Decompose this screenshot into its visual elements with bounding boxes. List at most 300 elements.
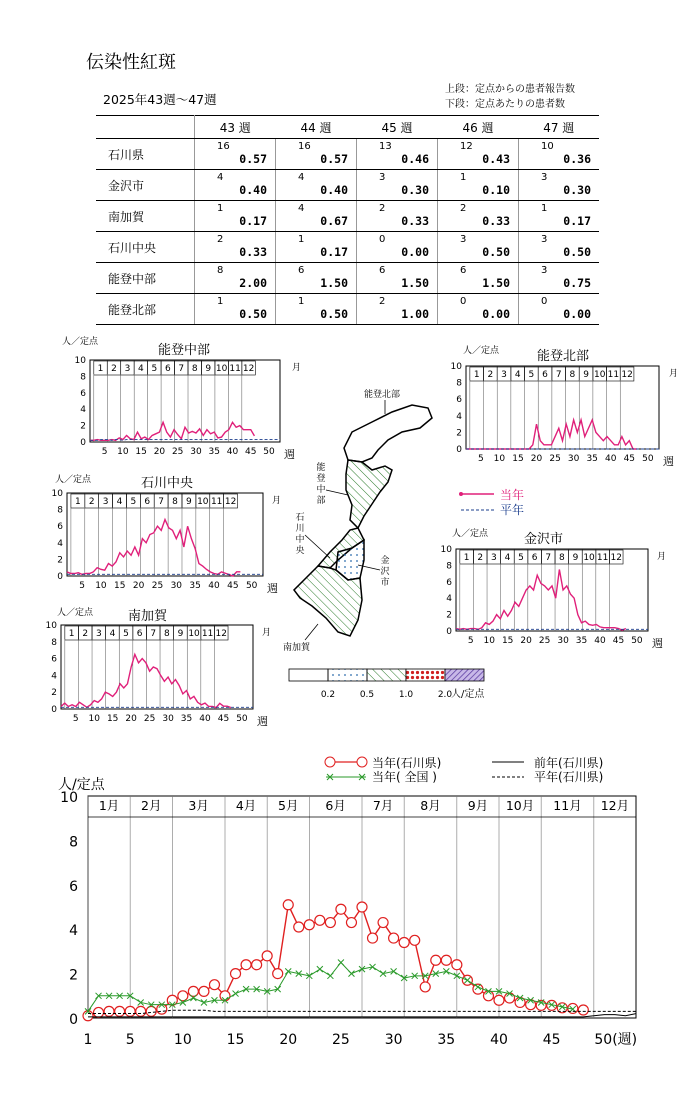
patient-count: 1 xyxy=(298,296,305,307)
legend-normal-label: 平年 xyxy=(500,503,525,517)
per-sentinel-rate: 0.00 xyxy=(482,307,510,321)
month-label: 1 xyxy=(74,497,81,507)
month-label: 2 xyxy=(487,370,494,380)
patient-count: 0 xyxy=(460,296,467,307)
y-tick-label: 6 xyxy=(51,654,57,665)
week-unit-label: 週 xyxy=(284,448,295,461)
month-label: 6 xyxy=(531,553,538,563)
region-name: 能登中部 xyxy=(96,263,195,294)
x-tick-label: 30 xyxy=(190,447,202,457)
month-label: 7 xyxy=(555,370,562,380)
legend-current-label: 当年 xyxy=(500,488,525,502)
week-unit-label: 週 xyxy=(257,715,268,728)
x-tick-label: 45 xyxy=(623,454,636,464)
month-label: 4 xyxy=(514,370,521,380)
data-point-circle xyxy=(399,938,409,948)
month-label: 10 xyxy=(583,553,595,563)
x-tick-label: 10 xyxy=(117,447,129,457)
y-tick-label: 10 xyxy=(51,489,63,499)
map-label-noto-hokubu: 能登北部 xyxy=(364,390,401,400)
x-tick-label: 40 xyxy=(199,714,211,724)
y-axis-label: 人／定点 xyxy=(57,608,94,618)
patient-count: 3 xyxy=(379,172,386,183)
y-axis-label: 人／定点 xyxy=(463,346,500,356)
y-tick-label: 4 xyxy=(446,594,452,605)
map-label-minami-kaga: 南加賀 xyxy=(283,643,311,653)
x-tick-label: 15 xyxy=(501,636,514,646)
data-point-circle xyxy=(389,933,399,943)
x-tick-label: 5 xyxy=(72,714,79,724)
data-point-circle xyxy=(199,986,209,996)
region-chart xyxy=(52,473,281,595)
patient-count: 2 xyxy=(379,203,386,214)
y-tick-label: 0 xyxy=(51,705,57,715)
patient-count: 4 xyxy=(298,203,305,214)
region-name: 石川県 xyxy=(96,139,195,170)
y-tick-label: 8 xyxy=(446,561,452,572)
map-label-noto-chubu: 能 xyxy=(316,463,326,473)
y-tick-label: 6 xyxy=(456,395,462,406)
map-label-kanazawa: 市 xyxy=(380,578,390,588)
region-chart xyxy=(441,527,666,650)
patient-count: 2 xyxy=(460,203,467,214)
region-name: 南加賀 xyxy=(96,201,195,232)
y-tick-label: 4 xyxy=(80,405,86,416)
month-label: 1 xyxy=(463,553,470,563)
month-label: 10 xyxy=(188,629,200,639)
month-label: 12 xyxy=(215,629,227,639)
y-tick-label: 2 xyxy=(57,555,63,566)
map-label-ishikawa-chuo: 中 xyxy=(295,535,305,545)
patient-count: 2 xyxy=(217,234,224,245)
per-sentinel-rate: 0.36 xyxy=(563,152,591,166)
x-tick-label: 10 xyxy=(173,1032,192,1048)
x-tick-label: 45 xyxy=(612,636,625,646)
per-sentinel-rate: 0.67 xyxy=(320,214,348,228)
month-label: 8 xyxy=(191,364,198,374)
per-sentinel-rate: 0.30 xyxy=(401,183,429,197)
month-unit-label: 月 xyxy=(292,363,302,373)
month-label: 10 xyxy=(215,364,228,374)
map-label-noto-chubu: 中 xyxy=(316,485,326,495)
patient-count: 13 xyxy=(379,141,392,152)
month-label: 1 xyxy=(68,629,75,639)
month-label: 4 xyxy=(116,497,123,507)
y-tick-label: 2 xyxy=(51,688,57,699)
x-tick-label: 25 xyxy=(332,1032,350,1048)
month-label: 6 xyxy=(144,497,151,507)
x-tick-label: 5 xyxy=(101,447,108,457)
data-point-circle xyxy=(252,960,262,970)
month-label: 7月 xyxy=(372,798,394,813)
data-point-circle xyxy=(420,982,430,992)
y-tick-label: 8 xyxy=(57,505,63,516)
month-label: 2 xyxy=(111,364,117,374)
map-label-kanazawa: 金 xyxy=(380,556,390,566)
annual-legend xyxy=(325,755,603,784)
month-label: 6月 xyxy=(325,798,346,813)
data-point-circle xyxy=(125,1006,135,1016)
x-tick-label: 30 xyxy=(557,636,569,646)
chart-title: 能登北部 xyxy=(537,349,590,364)
month-label: 4 xyxy=(138,364,144,374)
scale-box xyxy=(406,669,445,681)
x-tick-label: 10 xyxy=(493,454,506,464)
month-label: 4月 xyxy=(235,798,257,813)
leader-line xyxy=(305,624,318,640)
month-label: 7 xyxy=(178,364,185,374)
page-title: 伝染性紅斑 xyxy=(86,52,176,73)
patient-count: 16 xyxy=(217,141,230,152)
month-label: 5 xyxy=(130,497,137,507)
data-point-circle xyxy=(294,922,304,932)
month-label: 9 xyxy=(572,553,579,563)
x-tick-label: 50 xyxy=(642,454,654,464)
x-tick-label: 50 xyxy=(245,581,258,591)
data-point-circle xyxy=(325,918,335,928)
scale-box xyxy=(367,669,406,681)
data-point-circle xyxy=(262,951,272,961)
x-tick-label: 30 xyxy=(170,581,183,591)
x-tick-label: 15 xyxy=(512,454,524,464)
data-point-circle xyxy=(146,1006,156,1016)
x-tick-label: 20 xyxy=(125,714,137,724)
per-sentinel-rate: 0.40 xyxy=(239,183,267,197)
chart-title: 能登中部 xyxy=(158,343,211,358)
month-label: 11月 xyxy=(553,798,582,813)
month-label: 3 xyxy=(490,553,497,563)
legend-label: 当年(石川県) xyxy=(372,756,442,770)
patient-count: 12 xyxy=(460,141,473,152)
per-sentinel-rate: 0.50 xyxy=(482,245,510,259)
per-sentinel-rate: 0.33 xyxy=(239,245,267,259)
data-point-circle xyxy=(157,1004,167,1014)
y-tick-label: 8 xyxy=(69,834,78,851)
per-sentinel-rate: 0.33 xyxy=(401,214,429,228)
note-lower: 下段：定点あたりの患者数 xyxy=(445,99,565,110)
month-unit-label: 月 xyxy=(272,496,282,506)
report-period: 2025年43週～47週 xyxy=(103,92,217,107)
month-label: 9 xyxy=(177,629,184,639)
month-label: 10月 xyxy=(505,798,535,813)
x-tick-label: 25 xyxy=(538,636,551,646)
y-tick-label: 8 xyxy=(456,378,462,389)
x-tick-label: 5 xyxy=(467,636,474,646)
data-point-circle xyxy=(241,960,251,970)
scale-tick-label: 0.2 xyxy=(320,690,336,700)
y-axis-label: 人/定点 xyxy=(58,777,105,793)
month-label: 9月 xyxy=(467,798,489,813)
patient-count: 1 xyxy=(217,203,224,214)
x-tick-label: 20 xyxy=(153,447,166,457)
x-tick-label: 30 xyxy=(384,1032,403,1048)
month-label: 7 xyxy=(158,497,165,507)
per-sentinel-rate: 0.00 xyxy=(401,245,429,259)
month-label: 11 xyxy=(607,370,620,380)
x-tick-label: 40 xyxy=(490,1032,508,1048)
month-label: 12 xyxy=(610,553,622,563)
month-label: 2 xyxy=(88,497,95,507)
week-header: 44 週 xyxy=(276,116,357,139)
x-tick-label: 45 xyxy=(217,714,230,724)
y-tick-label: 2 xyxy=(456,428,462,439)
month-label: 9 xyxy=(205,364,212,374)
data-point-circle xyxy=(209,980,219,990)
month-label: 8 xyxy=(172,497,178,507)
per-sentinel-rate: 0.17 xyxy=(239,214,267,228)
month-label: 1 xyxy=(97,364,104,374)
data-point-circle xyxy=(188,986,198,996)
data-point-circle xyxy=(336,904,346,914)
x-tick-label: 35 xyxy=(575,636,588,646)
x-tick-label: 15 xyxy=(114,581,126,591)
x-tick-label: 25 xyxy=(549,454,561,464)
annual-chart xyxy=(58,776,637,1048)
per-sentinel-rate: 0.40 xyxy=(320,183,348,197)
data-point-circle xyxy=(431,955,441,965)
data-point-circle xyxy=(315,915,325,925)
month-label: 6 xyxy=(164,364,171,374)
per-sentinel-rate: 0.57 xyxy=(239,152,267,166)
month-label: 7 xyxy=(545,553,552,563)
leader-line xyxy=(326,490,348,495)
week-unit-label: 週 xyxy=(652,637,663,650)
patient-count: 1 xyxy=(217,296,224,307)
patient-count: 2 xyxy=(379,296,386,307)
data-point-circle xyxy=(494,995,504,1005)
month-label: 3月 xyxy=(188,798,209,813)
map-label-ishikawa-chuo: 石 xyxy=(295,513,305,523)
legend-label: 当年( 全国 ) xyxy=(372,770,437,784)
per-sentinel-rate: 0.00 xyxy=(563,307,591,321)
patient-count: 10 xyxy=(541,141,554,152)
patient-count: 3 xyxy=(541,234,548,245)
region-chart xyxy=(451,344,678,468)
per-sentinel-rate: 0.50 xyxy=(563,245,591,259)
legend-marker xyxy=(357,757,367,767)
per-sentinel-rate: 0.50 xyxy=(239,307,267,321)
month-label: 12 xyxy=(621,370,633,380)
data-point-circle xyxy=(452,960,462,970)
per-sentinel-rate: 0.30 xyxy=(563,183,591,197)
month-label: 5 xyxy=(528,370,535,380)
data-point-circle xyxy=(346,918,356,928)
month-label: 6 xyxy=(542,370,548,380)
per-sentinel-rate: 0.75 xyxy=(563,276,591,290)
per-sentinel-rate: 0.43 xyxy=(482,152,510,166)
data-point-circle xyxy=(178,991,188,1001)
data-point-circle xyxy=(283,900,293,910)
x-tick-label: 35 xyxy=(586,454,598,464)
month-label: 4 xyxy=(504,553,511,563)
patient-count: 4 xyxy=(298,172,305,183)
x-tick-label: 50(週) xyxy=(594,1032,638,1048)
patient-count: 16 xyxy=(298,141,311,152)
x-tick-label: 45 xyxy=(227,581,239,591)
y-tick-label: 8 xyxy=(51,637,57,648)
region-chart xyxy=(62,335,301,461)
x-tick-label: 20 xyxy=(132,581,145,591)
x-tick-label: 20 xyxy=(530,454,543,464)
patient-count: 6 xyxy=(379,265,386,276)
scale-box xyxy=(289,669,328,681)
month-label: 11 xyxy=(229,364,241,374)
data-point-circle xyxy=(104,1006,114,1016)
legend-label: 平年(石川県) xyxy=(534,770,604,784)
data-point-circle xyxy=(483,991,493,1001)
month-label: 8月 xyxy=(420,798,441,813)
region-chart xyxy=(46,606,271,728)
per-sentinel-rate: 1.50 xyxy=(482,276,510,290)
patient-count: 8 xyxy=(217,265,224,276)
patient-count: 6 xyxy=(460,265,467,276)
month-label: 7 xyxy=(150,629,157,639)
y-tick-label: 4 xyxy=(51,671,57,682)
month-label: 3 xyxy=(102,497,109,507)
data-point-circle xyxy=(578,1005,588,1015)
x-tick-label: 40 xyxy=(605,454,617,464)
patient-count: 0 xyxy=(379,234,386,245)
month-label: 8 xyxy=(569,370,576,380)
y-tick-label: 4 xyxy=(456,411,462,422)
month-label: 8 xyxy=(163,629,170,639)
data-point-circle xyxy=(94,1007,104,1017)
data-point-circle xyxy=(115,1006,125,1016)
region-name: 石川中央 xyxy=(96,232,195,263)
map-label-noto-chubu: 登 xyxy=(316,474,326,484)
y-tick-label: 8 xyxy=(80,372,86,383)
x-tick-label: 5 xyxy=(477,454,484,464)
data-point-circle xyxy=(304,920,314,930)
x-tick-label: 25 xyxy=(171,447,184,457)
patient-count: 1 xyxy=(460,172,467,183)
month-label: 3 xyxy=(501,370,507,380)
scale-unit-label: 人/定点 xyxy=(451,689,485,700)
data-point-circle xyxy=(441,955,451,965)
patient-count: 4 xyxy=(217,172,224,183)
month-label: 1月 xyxy=(98,798,120,813)
month-label: 6 xyxy=(136,629,143,639)
x-tick-label: 20 xyxy=(520,636,532,646)
x-tick-label: 10 xyxy=(95,581,107,591)
data-point-circle xyxy=(410,935,420,945)
region-name: 金沢市 xyxy=(96,170,195,201)
week-header: 46 週 xyxy=(438,116,519,139)
y-axis-label: 人／定点 xyxy=(55,475,92,485)
x-tick-label: 10 xyxy=(88,714,100,724)
y-tick-label: 0 xyxy=(446,627,452,637)
month-label: 5月 xyxy=(278,798,299,813)
y-tick-label: 0 xyxy=(456,445,462,455)
month-label: 12月 xyxy=(600,798,630,813)
scale-box xyxy=(445,669,484,681)
patient-count: 1 xyxy=(541,203,548,214)
x-tick-label: 50 xyxy=(631,636,643,646)
x-tick-label: 30 xyxy=(162,714,174,724)
x-tick-label: 45 xyxy=(542,1032,561,1048)
month-unit-label: 月 xyxy=(669,369,679,379)
patient-count: 3 xyxy=(541,172,548,183)
patient-count: 6 xyxy=(298,265,305,276)
scale-tick-label: 2.0 xyxy=(437,690,453,700)
month-label: 4 xyxy=(109,629,116,639)
x-tick-label: 50 xyxy=(263,447,275,457)
month-label: 10 xyxy=(594,370,606,380)
per-sentinel-rate: 0.33 xyxy=(482,214,510,228)
y-tick-label: 10 xyxy=(450,362,462,372)
month-label: 3 xyxy=(124,364,131,374)
legend-marker xyxy=(325,757,335,767)
note-upper: 上段：定点からの患者報告数 xyxy=(445,84,575,95)
month-label: 11 xyxy=(210,497,223,507)
per-sentinel-rate: 0.17 xyxy=(563,214,591,228)
per-sentinel-rate: 2.00 xyxy=(239,276,267,290)
month-unit-label: 月 xyxy=(262,628,272,638)
data-point-circle xyxy=(83,1011,93,1021)
chart-title: 南加賀 xyxy=(128,609,168,624)
scale-tick-label: 0.5 xyxy=(359,690,375,700)
x-tick-label: 25 xyxy=(151,581,164,591)
legend-label: 前年(石川県) xyxy=(534,756,604,770)
x-tick-label: 15 xyxy=(226,1032,245,1048)
y-tick-label: 2 xyxy=(446,610,452,621)
data-point-circle xyxy=(357,902,367,912)
patient-count: 0 xyxy=(541,296,548,307)
month-label: 8 xyxy=(558,553,565,563)
month-label: 5 xyxy=(151,364,158,374)
scale-tick-label: 1.0 xyxy=(398,690,414,700)
data-point-circle xyxy=(231,969,241,979)
week-header: 47 週 xyxy=(519,116,600,139)
y-axis-label: 人／定点 xyxy=(452,529,489,539)
leader-line xyxy=(305,535,330,558)
per-sentinel-rate: 0.50 xyxy=(320,307,348,321)
x-tick-label: 35 xyxy=(180,714,193,724)
y-tick-label: 2 xyxy=(69,967,78,984)
month-label: 9 xyxy=(186,497,192,507)
x-tick-label: 40 xyxy=(594,636,606,646)
x-tick-label: 50 xyxy=(236,714,248,724)
y-tick-label: 2 xyxy=(80,421,86,432)
per-sentinel-rate: 1.50 xyxy=(320,276,348,290)
month-label: 2 xyxy=(82,629,89,639)
chart-title: 金沢市 xyxy=(524,532,564,547)
data-point-circle xyxy=(368,933,378,943)
patient-count: 1 xyxy=(298,234,305,245)
y-tick-label: 4 xyxy=(69,923,78,940)
month-label: 11 xyxy=(596,553,609,563)
x-tick-label: 1 xyxy=(83,1032,93,1048)
x-tick-label: 35 xyxy=(437,1032,456,1048)
y-tick-label: 10 xyxy=(74,356,86,366)
x-tick-label: 35 xyxy=(208,447,220,457)
month-label: 5 xyxy=(123,629,129,639)
chart-title: 石川中央 xyxy=(141,476,194,491)
x-tick-label: 20 xyxy=(279,1032,298,1048)
per-sentinel-rate: 0.10 xyxy=(482,183,510,197)
x-tick-label: 5 xyxy=(125,1032,135,1048)
data-point-circle xyxy=(473,984,483,994)
y-tick-label: 10 xyxy=(440,545,452,555)
x-tick-label: 15 xyxy=(135,447,147,457)
per-sentinel-rate: 0.57 xyxy=(320,152,348,166)
data-point-circle xyxy=(378,918,388,928)
x-tick-label: 35 xyxy=(189,581,201,591)
month-label: 5 xyxy=(518,553,524,563)
y-tick-label: 6 xyxy=(80,388,86,399)
x-tick-label: 40 xyxy=(208,581,220,591)
patient-count: 3 xyxy=(460,234,467,245)
